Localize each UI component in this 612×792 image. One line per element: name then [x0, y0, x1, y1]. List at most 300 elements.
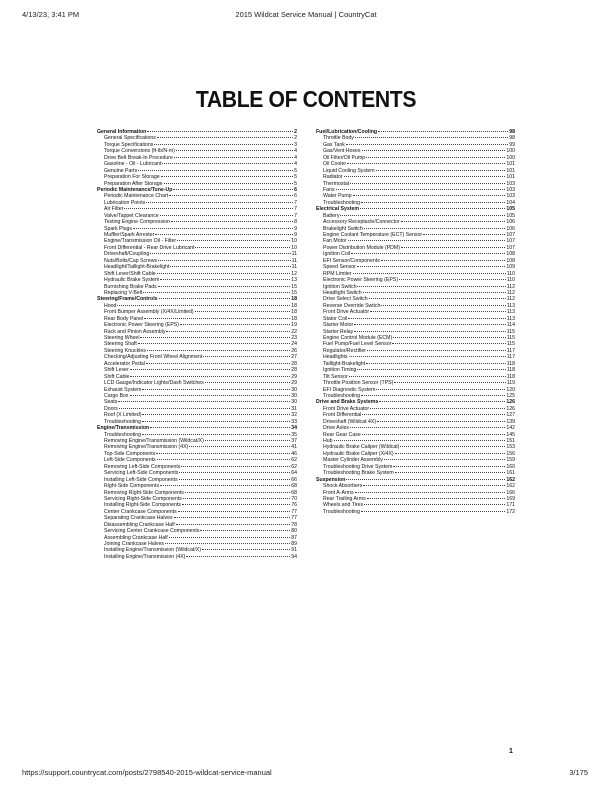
toc-entry-page: 4: [294, 148, 297, 155]
toc-entry-page: 7: [294, 212, 297, 219]
toc-entry-title: Installing Right-Side Components: [104, 502, 181, 509]
toc-entry-title: Tilt Sensor: [323, 373, 348, 380]
toc-dot-leader: [179, 479, 291, 480]
toc-entry-page: 126: [506, 405, 515, 412]
toc-entry-page: 28: [291, 367, 297, 374]
toc-dot-leader: [379, 401, 505, 402]
toc-entry-page: 117: [506, 347, 515, 354]
toc-dot-leader: [200, 530, 290, 531]
toc-entry-page: 142: [506, 425, 515, 432]
toc-entry-page: 100: [506, 148, 515, 155]
toc-entry-page: 29: [291, 373, 297, 380]
toc-dot-leader: [353, 273, 506, 274]
toc-entry-page: 99: [509, 141, 515, 148]
toc-dot-leader: [370, 408, 505, 409]
toc-entry-page: 41: [291, 444, 297, 451]
toc-entry-page: 22: [291, 328, 297, 335]
toc-dot-leader: [393, 337, 506, 338]
print-page-count: 3/175: [569, 768, 588, 777]
toc-dot-leader: [161, 176, 293, 177]
toc-entry-title: EFI Diagnostic System: [323, 386, 376, 393]
toc-entry-title: Servicing Center Crankcase Components: [104, 528, 200, 535]
toc-dot-leader: [130, 376, 290, 377]
toc-entry-title: Preparation For Storage: [104, 174, 160, 181]
toc-dot-leader: [166, 331, 290, 332]
toc-dot-leader: [353, 195, 506, 196]
toc-dot-leader: [130, 395, 291, 396]
toc-entry-title: Valve/Tappet Clearance: [104, 212, 159, 219]
toc-dot-leader: [392, 343, 505, 344]
toc-dot-leader: [146, 363, 290, 364]
toc-entry-title: Headlight/Taillight-Brakelight: [104, 264, 170, 271]
toc-entry-page: 76: [291, 502, 297, 509]
toc-dot-leader: [174, 157, 293, 158]
print-document-title: 2015 Wildcat Service Manual | CountryCat: [235, 10, 377, 19]
toc-entry-title: Thermostat: [323, 180, 350, 187]
toc-dot-leader: [377, 421, 505, 422]
toc-entry-page: 119: [506, 380, 515, 387]
toc-entry-page: 104: [506, 199, 515, 206]
toc-entry-title: Front A-Arms: [323, 489, 354, 496]
toc-entry-title: Engine Coolant Temperature (ECT) Sensor: [323, 232, 423, 238]
toc-entry-title: Liquid Cooling System: [323, 167, 375, 174]
toc-entry-title: Preparation After Storage: [104, 180, 163, 187]
toc-entry-page: 28: [291, 360, 297, 367]
toc-entry-title: Lubrication Points: [104, 199, 146, 206]
page-title: TABLE OF CONTENTS: [195, 86, 417, 112]
toc-dot-leader: [401, 221, 506, 222]
toc-entry-title: Water Pump: [323, 193, 352, 200]
toc-dot-leader: [176, 150, 293, 151]
toc-dot-leader: [170, 266, 290, 267]
toc-dot-leader: [399, 279, 506, 280]
toc-entry-title: Servicing Right-Side Components: [104, 495, 182, 502]
toc-entry-title: Genuine Parts: [104, 167, 138, 174]
toc-entry-title: Troubleshooting: [104, 431, 142, 438]
toc-entry-title: Removing Right-Side Components: [104, 489, 184, 496]
toc-dot-leader: [349, 356, 506, 357]
toc-entry-page: 26: [291, 347, 297, 354]
toc-entry-page: 80: [291, 528, 297, 535]
toc-entry-title: Engine/Transmission: [97, 425, 150, 432]
toc-entry-page: 18: [291, 309, 297, 316]
toc-entry-page: 113: [506, 309, 515, 316]
toc-entry-title: Driveshaft (Wildcat 4X): [323, 418, 377, 425]
toc-entry-page: 153: [506, 444, 515, 451]
toc-dot-leader: [159, 298, 291, 299]
toc-dot-leader: [350, 427, 505, 428]
toc-entry-page: 5: [294, 180, 297, 187]
toc-entry-title: Ignition Timing: [323, 367, 357, 374]
toc-entry-page: 66: [291, 476, 297, 483]
toc-dot-leader: [138, 343, 290, 344]
toc-dot-leader: [355, 137, 508, 138]
toc-dot-leader: [362, 150, 506, 151]
toc-dot-leader: [205, 382, 290, 383]
toc-entry-page: 166: [506, 489, 515, 496]
toc-dot-leader: [178, 511, 291, 512]
toc-dot-leader: [346, 144, 508, 145]
toc-entry-page: 27: [291, 354, 297, 361]
toc-entry-title: Exhaust System: [104, 386, 142, 393]
toc-entry-page: 110: [506, 277, 515, 284]
toc-entry-title: Ignition Coil: [323, 251, 351, 258]
toc-entry-page: 7: [294, 199, 297, 206]
toc-entry-page: 4: [294, 154, 297, 161]
toc-dot-leader: [160, 485, 290, 486]
toc-dot-leader: [157, 273, 291, 274]
toc-dot-leader: [363, 485, 505, 486]
toc-dot-leader: [364, 228, 506, 229]
toc-entry-page: 9: [294, 225, 297, 232]
toc-entry-title: Starter Relay: [323, 328, 354, 335]
toc-dot-leader: [117, 305, 290, 306]
toc-entry-page: 107: [506, 232, 515, 238]
toc-entry-page: 2: [294, 135, 297, 142]
toc-dot-leader: [138, 170, 293, 171]
toc-dot-leader: [160, 279, 290, 280]
toc-entry-page: 78: [291, 521, 297, 528]
toc-entry-title: Installing Left-Side Components: [104, 476, 178, 483]
toc-entry-title: Troubleshooting: [323, 199, 361, 206]
toc-entry-title: Removing Left-Side Components: [104, 463, 181, 470]
toc-entry-page: 24: [291, 341, 297, 348]
toc-entry-title: Hood: [104, 302, 117, 309]
toc-entry-title: LCD Gauge/Indicator Lights/Dash Switches: [104, 380, 204, 387]
toc-entry-title: Rear Body Panel: [104, 315, 144, 322]
toc-entry-page: 32: [291, 412, 297, 419]
toc-entry-page: 101: [506, 161, 515, 168]
toc-entry-title: Fuel/Lubrication/Cooling: [316, 129, 378, 135]
toc-entry-page: 105: [506, 212, 515, 219]
toc-entry-page: 120: [506, 386, 515, 393]
toc-entry-title: Power Distribution Module (PDM): [323, 244, 400, 251]
toc-entry-page: 114: [506, 322, 515, 329]
toc-entry-title: Oil Filter/Oil Pump: [323, 154, 366, 161]
toc-entry-title: Front Drive Actuator: [323, 309, 370, 316]
toc-dot-leader: [367, 498, 506, 499]
toc-entry-title: Accelerator Pedal: [104, 360, 145, 367]
toc-entry-page: 30: [291, 392, 297, 399]
toc-entry-title: Oil Cooler: [323, 161, 347, 168]
toc-dot-leader: [189, 446, 290, 447]
toc-dot-leader: [336, 189, 506, 190]
toc-entry-page: 29: [291, 380, 297, 387]
toc-entry-title: Installing Engine/Transmission (Wildcat/X): [104, 547, 201, 554]
toc-dot-leader: [130, 369, 290, 370]
toc-dot-leader: [361, 511, 505, 512]
toc-entry-page: 107: [506, 238, 515, 245]
toc-entry-page: 35: [291, 431, 297, 438]
toc-entry-title: Shift Cable: [104, 373, 130, 380]
toc-dot-leader: [362, 414, 505, 415]
toc-entry-title: Fans: [323, 186, 335, 193]
toc-entry-page: 127: [506, 412, 515, 419]
toc-entry-title: Periodic Maintenance Chart: [104, 193, 169, 200]
toc-entry-page: 62: [291, 463, 297, 470]
toc-entry-title: Electronic Power Steering (EPS): [104, 322, 179, 329]
toc-dot-leader: [169, 195, 293, 196]
toc-dot-leader: [195, 247, 290, 248]
toc-entry-page: 162: [506, 483, 515, 490]
toc-entry-page: 125: [506, 392, 515, 399]
toc-dot-leader: [143, 292, 290, 293]
toc-entry-page: 145: [506, 431, 515, 438]
toc-entry-page: 107: [506, 244, 515, 251]
toc-entry-page: 98: [509, 135, 515, 142]
toc-entry-title: Front Bumper Assembly (X/4X/Limited): [104, 309, 194, 316]
toc-entry-title: Drive Belt Break-In Procedure: [104, 154, 173, 161]
toc-column-right: [316, 129, 515, 515]
toc-entry-title: Removing Engine/Transmission (4X): [104, 444, 189, 451]
toc-entry-page: 112: [506, 283, 515, 290]
toc-entry[interactable]: [316, 509, 515, 515]
print-url[interactable]: https://support.countrycat.com/posts/2798540-2015-wildcat-service-manual: [22, 768, 272, 777]
toc-entry-page: 103: [506, 186, 515, 193]
toc-dot-leader: [367, 350, 506, 351]
toc-entry-title: Torque Conversions (ft-lb/N-m): [104, 148, 175, 155]
toc-dot-leader: [366, 157, 505, 158]
toc-entry-title: Burnishing Brake Pads: [104, 283, 157, 290]
toc-entry-page: 118: [506, 367, 515, 374]
toc-entry-title: Throttle Position Sensor (TPS): [323, 380, 394, 387]
toc-dot-leader: [354, 324, 505, 325]
toc-entry-page: 103: [506, 180, 515, 187]
toc-entry-page: 113: [506, 315, 515, 322]
toc-dot-leader: [351, 253, 505, 254]
toc-entry-title: Right-Side Components: [104, 483, 160, 490]
toc-dot-leader: [347, 163, 505, 164]
toc-entry-title: Speed Sensor: [323, 264, 356, 271]
toc-dot-leader: [395, 453, 506, 454]
toc-entry-page: 117: [506, 354, 515, 361]
toc-entry-title: Reverse Override Switch: [323, 302, 381, 309]
toc-dot-leader: [119, 408, 290, 409]
toc-entry-page: 9: [294, 232, 297, 238]
toc-entry-page: 89: [291, 541, 297, 547]
toc-entry-page: 8: [294, 219, 297, 226]
toc-entry-page: 23: [291, 335, 297, 341]
toc-entry-title: Wheels and Tires: [323, 502, 364, 509]
toc-entry-page: 115: [506, 341, 515, 348]
toc-dot-leader: [357, 266, 505, 267]
toc-entry-title: Front Differential - Rear Drive Lubricant: [104, 244, 195, 251]
toc-entry-page: 7: [294, 206, 297, 213]
toc-entry-title: Drive Select Switch: [323, 296, 368, 303]
toc-entry-title: Gasoline - Oil - Lubricant: [104, 161, 162, 168]
toc-entry-title: General Specifications: [104, 135, 156, 142]
toc-entry-title: Cargo Box: [104, 392, 129, 399]
toc-entry-title: Troubleshooting Drive System: [323, 463, 393, 470]
toc-entry-title: Taillight-Brakelight: [323, 360, 366, 367]
toc-dot-leader: [366, 363, 506, 364]
toc-entry-page: 118: [506, 373, 515, 380]
toc-dot-leader: [124, 208, 293, 209]
toc-entry-page: 100: [506, 154, 515, 161]
toc-entry-page: 6: [294, 193, 297, 200]
toc-dot-leader: [158, 260, 291, 261]
toc-entry-title: EFI Sensor/Components: [323, 257, 380, 264]
toc-entry-title: Replacing V-Belt: [104, 289, 143, 296]
toc-entry-title: Disassembling Crankcase Half: [104, 521, 175, 528]
toc-entry-title: Electrical System: [316, 206, 359, 213]
toc-entry-title: Steering Shaft: [104, 341, 137, 348]
toc-entry-page: 2: [294, 129, 297, 135]
toc-entry-page: 169: [506, 495, 515, 502]
toc-entry-page: 109: [506, 264, 515, 271]
toc-entry-title: Ignition Switch: [323, 283, 357, 290]
toc-entry-page: 18: [291, 315, 297, 322]
toc-entry-title: Steering Wheel: [104, 335, 140, 341]
toc-dot-leader: [350, 183, 505, 184]
toc-entry-title: Hydraulic Brake Caliper (Wildcat): [323, 444, 400, 451]
toc-entry-title: Checking/Adjusting Front Wheel Alignment: [104, 354, 203, 361]
toc-dot-leader: [378, 131, 508, 132]
toc-dot-leader: [173, 189, 293, 190]
toc-entry-page: 11: [291, 257, 297, 264]
toc-entry-title: Steering/Frame/Controls: [97, 296, 158, 303]
toc-dot-leader: [354, 331, 505, 332]
toc-entry-title: Rear Trailing Arms: [323, 495, 366, 502]
toc-entry-page: 118: [506, 360, 515, 367]
toc-dot-leader: [156, 453, 290, 454]
toc-dot-leader: [363, 292, 506, 293]
toc-dot-leader: [133, 228, 293, 229]
toc-dot-leader: [118, 401, 290, 402]
toc-entry-page: 70: [291, 495, 297, 502]
print-datetime: 4/13/23, 3:41 PM: [22, 10, 80, 19]
toc-dot-leader: [364, 504, 505, 505]
toc-entry-page: 161: [506, 470, 515, 477]
toc-dot-leader: [361, 395, 505, 396]
toc-dot-leader: [177, 240, 290, 241]
toc-entry-page: 37: [291, 438, 297, 444]
toc-entry-page: 108: [506, 251, 515, 258]
toc-entry-title: Troubleshooting: [323, 392, 361, 399]
toc-entry-page: 151: [506, 438, 515, 444]
toc-dot-leader: [195, 311, 291, 312]
toc-entry-title: Torque Specifications: [104, 141, 154, 148]
toc-entry-title: Seats: [104, 399, 118, 406]
toc-entry-title: Fan Motor: [323, 238, 347, 245]
toc-dot-leader: [142, 389, 290, 390]
toc-entry-title: Accessory Receptacle/Connector: [323, 219, 400, 226]
toc-entry[interactable]: [97, 554, 297, 560]
toc-dot-leader: [142, 421, 290, 422]
toc-dot-leader: [205, 440, 290, 441]
toc-entry-page: 171: [506, 502, 515, 509]
toc-dot-leader: [158, 286, 290, 287]
toc-entry-title: Shift Lever: [104, 367, 129, 374]
toc-entry-page: 3: [294, 141, 297, 148]
toc-entry-title: Battery: [323, 212, 340, 219]
toc-entry-title: Headlight Switch: [323, 289, 362, 296]
toc-entry-title: Stator Coil: [323, 315, 348, 322]
toc-entry-title: Fuel Pump/Fuel Level Sensor: [323, 341, 392, 348]
toc-entry-page: 18: [291, 296, 297, 303]
toc-entry-page: 160: [506, 463, 515, 470]
toc-entry-page: 68: [291, 489, 297, 496]
toc-dot-leader: [376, 389, 505, 390]
toc-entry-page: 12: [291, 270, 297, 277]
toc-dot-leader: [183, 498, 290, 499]
toc-entry-title: Starter Motor: [323, 322, 354, 329]
toc-entry-page: 101: [506, 167, 515, 174]
toc-entry-page: 98: [509, 129, 515, 135]
toc-entry-title: Regulator/Rectifier: [323, 347, 366, 354]
toc-dot-leader: [348, 240, 506, 241]
toc-entry-title: Muffler/Spark Arrester: [104, 232, 155, 238]
toc-dot-leader: [202, 549, 290, 550]
toc-dot-leader: [160, 215, 293, 216]
toc-entry-title: Servicing Left-Side Components: [104, 470, 179, 477]
toc-entry-page: 15: [291, 289, 297, 296]
toc-entry-title: Electronic Power Steering (EPS): [323, 277, 398, 284]
toc-dot-leader: [203, 356, 290, 357]
toc-entry-title: Master Cylinder Assembly: [323, 457, 383, 464]
toc-entry-title: Gas/Vent Hoses: [323, 148, 361, 155]
toc-entry-page: 30: [291, 386, 297, 393]
toc-entry-title: Front Differential: [323, 412, 362, 419]
toc-entry-title: Shock Absorbers: [323, 483, 363, 490]
toc-entry-page: 31: [291, 405, 297, 412]
toc-dot-leader: [157, 459, 291, 460]
toc-entry-title: Steering Knuckles: [104, 347, 146, 354]
toc-entry-title: Hydraulic Brake Caliper (X/4X): [323, 450, 394, 457]
toc-dot-leader: [155, 234, 293, 235]
toc-entry-title: Troubleshooting: [323, 508, 361, 515]
toc-dot-leader: [346, 479, 505, 480]
toc-entry-title: Throttle Body: [323, 135, 354, 142]
toc-entry-title: Front Drive Actuator: [323, 405, 370, 412]
toc-entry-title: Troubleshooting Brake System: [323, 470, 394, 477]
toc-entry-title: Spark Plugs: [104, 225, 132, 232]
toc-entry-page: 156: [506, 450, 515, 457]
toc-entry-page: 19: [291, 322, 297, 329]
toc-entry-title: Installing Engine/Transmission (4X): [104, 553, 186, 560]
toc-entry-title: Rack and Pinion Assembly: [104, 328, 166, 335]
toc-entry-page: 30: [291, 399, 297, 406]
toc-entry-page: 113: [506, 302, 515, 309]
toc-entry-title: Radiator: [323, 174, 343, 181]
toc-dot-leader: [154, 144, 293, 145]
toc-dot-leader: [179, 472, 290, 473]
toc-dot-leader: [357, 369, 505, 370]
toc-dot-leader: [384, 459, 505, 460]
toc-entry-title: Testing Engine Compression: [104, 219, 171, 226]
toc-entry-title: Periodic Maintenance/Tune-Up: [97, 186, 173, 193]
toc-dot-leader: [181, 466, 290, 467]
toc-dot-leader: [344, 176, 506, 177]
toc-entry-page: 101: [506, 174, 515, 181]
toc-entry-page: 105: [506, 206, 515, 213]
toc-entry-page: 87: [291, 534, 297, 541]
toc-entry-title: Gas Tank: [323, 141, 345, 148]
toc-dot-leader: [182, 504, 290, 505]
toc-entry-title: Troubleshooting: [104, 418, 142, 425]
toc-dot-leader: [361, 202, 505, 203]
toc-dot-leader: [334, 440, 506, 441]
toc-entry-page: 62: [291, 457, 297, 464]
toc-dot-leader: [362, 434, 506, 435]
toc-entry-page: 94: [291, 553, 297, 560]
toc-entry-page: 10: [291, 238, 297, 245]
toc-dot-leader: [142, 434, 290, 435]
toc-entry-title: Left-Side Components: [104, 457, 156, 464]
toc-dot-leader: [150, 427, 290, 428]
toc-entry-title: Brakelight Switch: [323, 225, 363, 232]
toc-entry-page: 112: [506, 296, 515, 303]
